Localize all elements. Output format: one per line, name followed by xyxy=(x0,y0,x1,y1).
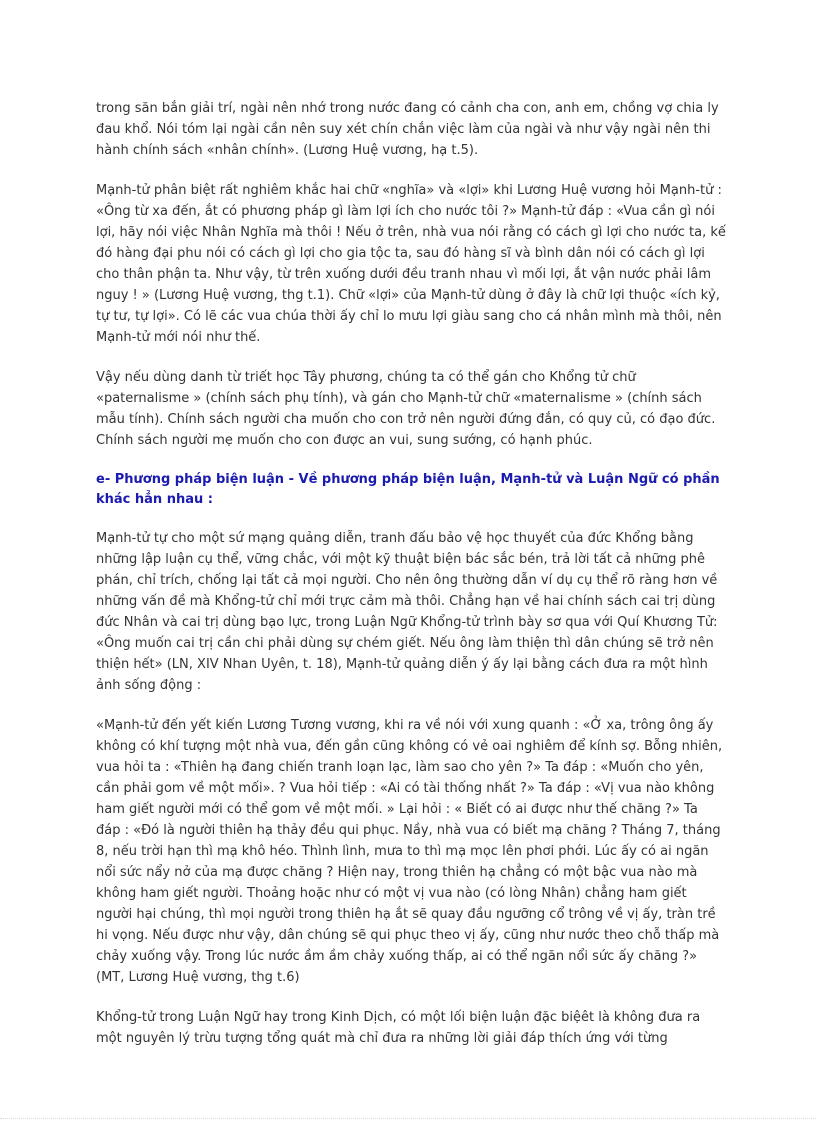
paragraph-4: Mạnh-tử tự cho một sứ mạng quảng diễn, tranh đấu bảo vệ học thuyết của đức Khổng bằng những lập luận cụ thể, vững chắc, với một kỹ thuật biện bác sắc bén, trả lời tất cả những phê phán, chỉ trích, chống lại tất cả mọi người. Cho nên ông thường dẫn ví dụ cụ thể rõ ràng hơn về những vấn đề mà Khổng-tử chỉ mới trực cảm mà thôi. Chẳng hạn về hai chính sách cai trị dùng đức Nhân và cai trị dùng bạo lực, trong Luận Ngữ Khổng-tử trình bày sơ qua với Quí Khương Tử: «Ông muốn cai trị cần chi phải dùng sự chém giết. Nếu ông làm thiện thì dân chúng sẽ trở nên thiện hết» (LN, XIV Nhan Uyên, t. 18), Mạnh-tử quảng diễn ý ấy lại bằng cách đưa ra một hình ảnh sống động : xyxy=(96,531,718,693)
document-body xyxy=(96,98,726,1068)
paragraph-5-quote: «Mạnh-tử đến yết kiến Lương Tương vương, khi ra về nói với xung quanh : «Ở xa, trông ông ấy không có khí tượng một nhà vua, đến gần cũng không có vẻ oai nghiêm để kính sợ. Bỗng nhiên, vua hỏi ta : «Thiên hạ đang chiến tranh loạn lạc, làm sao cho yên ?» Ta đáp : «Muốn cho yên, cần phải gom về một mối». ? Vua hỏi tiếp : «Ai có tài thống nhất ?» Ta đáp : «Vị vua nào không ham giết người mới có thể gom về một mối. » Lại hỏi : « Biết có ai được như thế chăng ?» Ta đáp : «Đó là người thiên hạ thảy đều qui phục. Nầy, nhà vua có biết mạ chăng ? Tháng 7, tháng 8, nếu trời hạn thì mạ khô héo. Thình lình, mưa to thì mạ mọc lên phơi phới. Lúc ấy có ai ngăn nổi sức nẩy nở của mạ được chăng ? Hiện nay, trong thiên hạ chẳng có một bậc vua nào mà không ham giết người. Thoảng hoặc như có một vị vua nào (có lòng Nhân) chẳng ham giết người hại chúng, thì mọi người trong thiên hạ ắt sẽ quay đầu ngưỡng cổ trông về vị ấy, tràn trề hi vọng. Nếu được như vậy, dân chúng sẽ qui phục theo vị ấy, cũng như nước theo chỗ thấp mà chảy xuống vậy. Trong lúc nước ầm ầm chảy xuống thấp, ai có thể ngăn nổi sức ấy chăng ?» (MT, Lương Huệ vương, thg t.6) xyxy=(96,718,723,985)
page-bottom-border xyxy=(0,1118,816,1119)
paragraph-2: Mạnh-tử phân biệt rất nghiêm khắc hai chữ «nghĩa» và «lợi» khi Lương Huệ vương hỏi Mạnh-tử : «Ông từ xa đến, ắt có phương pháp gì làm lợi ích cho nước tôi ?» Mạnh-tử đáp : «Vua cần gì nói lợi, hãy nói việc Nhân Nghĩa mà thôi ! Nếu ở trên, nhà vua nói rằng có cách gì lợi cho nước ta, kế đó hàng đại phu nói có cách gì lợi cho gia tộc ta, sau đó hàng sĩ và bình dân nói có cách gì lợi cho thân phận ta. Như vậy, từ trên xuống dưới đều tranh nhau vì mối lợi, ắt vận nước phải lâm nguy ! » (Lương Huệ vương, thg t.1). Chữ «lợi» của Mạnh-tử dùng ở đây là chữ lợi thuộc «ích kỷ, tự tư, tự lợi». Có lẽ các vua chúa thời ấy chỉ lo mưu lợi giàu sang cho cá nhân mình mà thôi, nên Mạnh-tử mới nói như thế. xyxy=(96,183,726,345)
paragraph-3: Vậy nếu dùng danh từ triết học Tây phương, chúng ta có thể gán cho Khổng tử chữ «paternalisme » (chính sách phụ tính), và gán cho Mạnh-tử chữ «maternalisme » (chính sách mẫu tính). Chính sách người cha muốn cho con trở nên người đứng đắn, có quy củ, có đạo đức. Chính sách người mẹ muốn cho con được an vui, sung sướng, có hạnh phúc. xyxy=(96,370,716,448)
paragraph-1: trong săn bắn giải trí, ngài nên nhớ trong nước đang có cảnh cha con, anh em, chồng vợ chia ly đau khổ. Nói tóm lại ngài cần nên suy xét chín chắn việc làm của ngài và như vậy ngài nên thi hành chính sách «nhân chính». (Lương Huệ vương, hạ t.5). xyxy=(96,101,719,158)
section-heading: e- Phương pháp biện luận - Về phương pháp biện luận, Mạnh-tử và Luận Ngữ có phần khác hẳn nhau : xyxy=(96,472,720,507)
paragraph-6: Khổng-tử trong Luận Ngữ hay trong Kinh Dịch, có một lối biện luận đặc biệêt là không đưa ra một nguyên lý trừu tượng tổng quát mà chỉ đưa ra những lời giải đáp thích ứng với từng xyxy=(96,1010,701,1046)
